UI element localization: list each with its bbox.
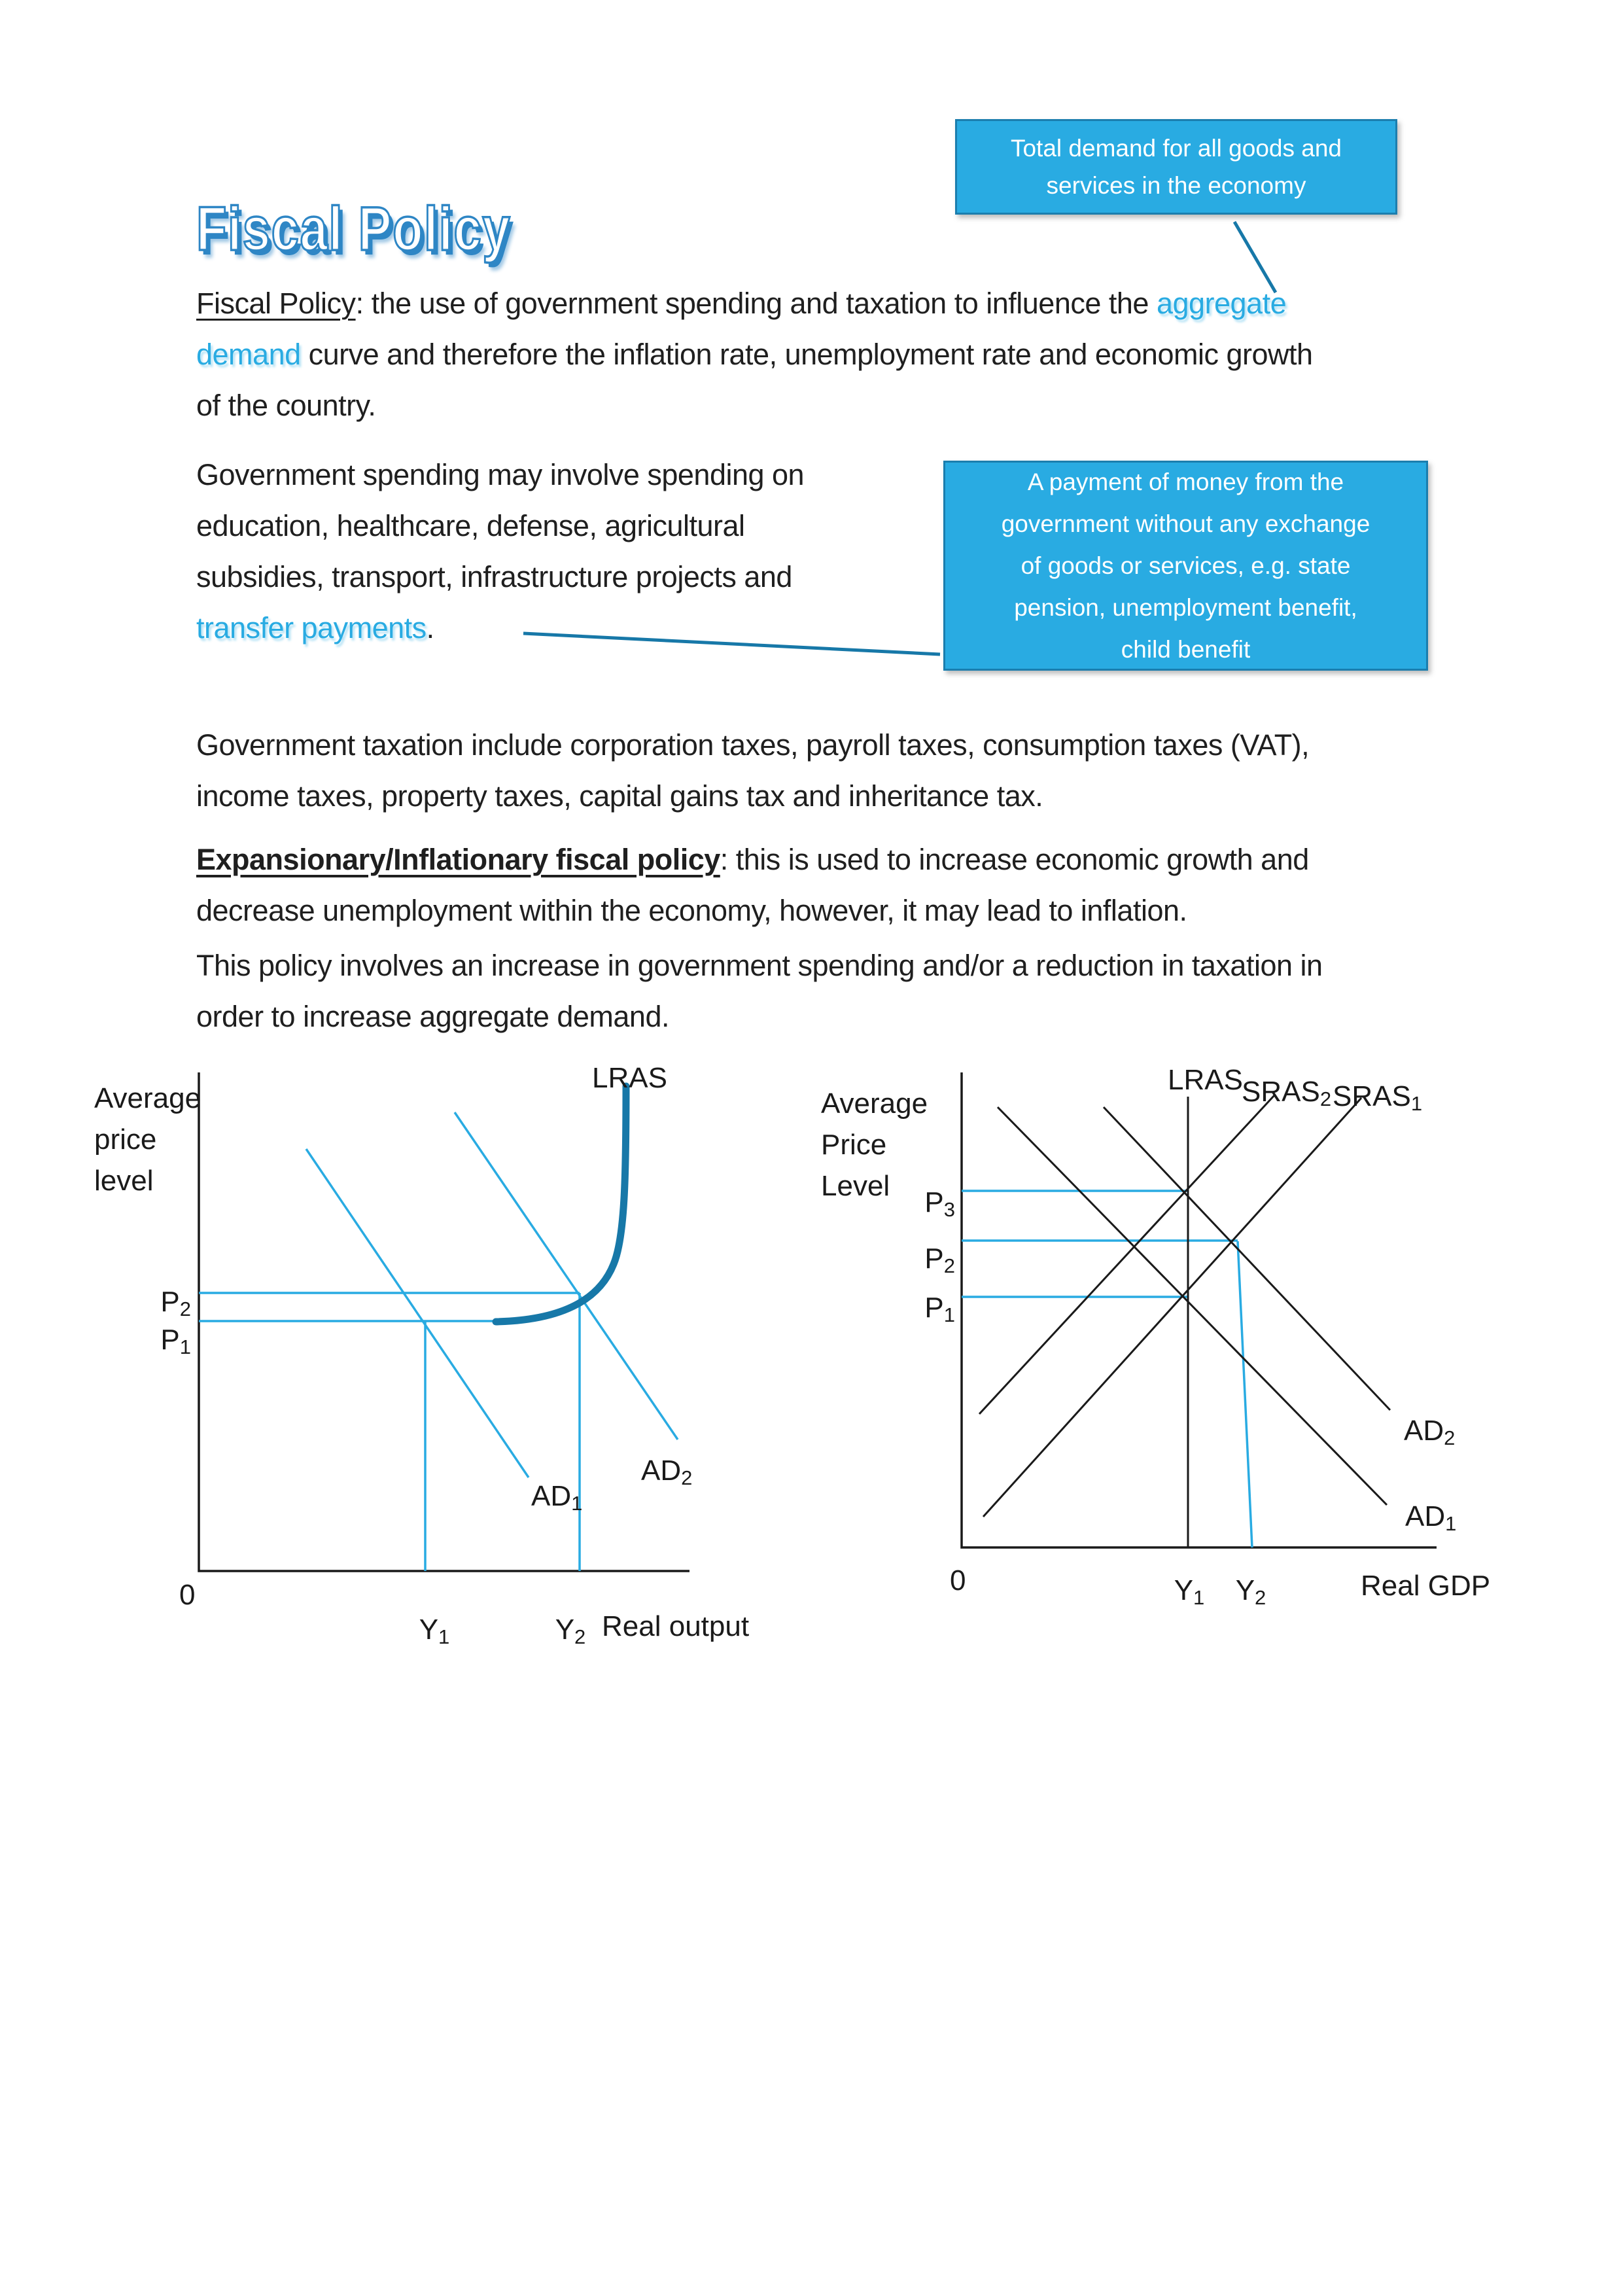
left-ad1-curve [306,1149,529,1477]
leader-line-transfer-payments [523,633,940,654]
diagram-left-lras-ad-shift [94,1062,749,1648]
right-lras-label: LRAS [1168,1064,1243,1096]
term-expansionary-fiscal-policy: Expansionary/Inflationary fiscal policy [196,843,720,876]
callout-text-line: government without any exchange [1001,510,1370,537]
callout-text-line: Total demand for all goods and [1010,135,1342,162]
page-title: Fiscal Policy [196,194,512,264]
right-x-axis-label: Real GDP [1361,1570,1491,1602]
left-p2-label: P2 [160,1286,191,1320]
right-y1-label: Y1 [1174,1574,1205,1609]
left-y1-label: Y1 [419,1614,450,1648]
keyword-transfer-payments: transfer payments [196,611,427,645]
text-line: Fiscal Policy: the use of government spending and taxation to influence the aggregate [196,287,1287,320]
callout-text-line: child benefit [1121,635,1251,663]
right-sras1-curve [983,1098,1361,1517]
right-p3-label: P3 [924,1186,955,1221]
text-line: decrease unemployment within the economy, however, it may lead to inflation. [196,894,1187,927]
left-ad2-label: AD2 [641,1455,693,1489]
text-line: Expansionary/Inflationary fiscal policy: this is used to increase economic growth and [196,843,1309,876]
right-p1-label: P1 [924,1292,955,1326]
text-line: income taxes, property taxes, capital gains tax and inheritance tax. [196,779,1043,813]
right-p2-label: P2 [924,1243,955,1277]
left-y2-label: Y2 [555,1614,586,1648]
text-line: This policy involves an increase in government spending and/or a reduction in taxation in [196,949,1323,982]
keyword-aggregate: aggregate [1156,287,1287,320]
left-lras-label: LRAS [592,1062,667,1094]
right-sras2-label: SRAS2 [1242,1076,1332,1110]
text-line: Government spending may involve spending on [196,458,805,491]
callout-text-line: services in the economy [1046,172,1306,199]
callout-text-line: of goods or services, e.g. state [1021,552,1351,579]
left-ad2-curve [455,1112,678,1439]
keyword-demand: demand [196,338,301,371]
right-ad1-curve [998,1107,1387,1505]
right-y2-guide-line [1238,1241,1252,1547]
left-ad1-label: AD1 [531,1480,583,1515]
right-y-axis-label-line1: Average [821,1087,928,1120]
text-line: education, healthcare, defense, agricultural [196,509,745,542]
text-line: Government taxation include corporation taxes, payroll taxes, consumption taxes (VAT), [196,728,1310,762]
callout-text-line: A payment of money from the [1027,468,1344,495]
right-y-axis-label-line3: Level [821,1170,890,1202]
right-ad1-label: AD1 [1405,1500,1457,1535]
text-line: subsidies, transport, infrastructure projects and [196,560,792,593]
callout-text-line: pension, unemployment benefit, [1014,593,1357,621]
right-sras1-label: SRAS1 [1333,1080,1423,1115]
leader-line-aggregate-demand [1234,222,1276,292]
left-y-axis-label-line1: Average [94,1082,201,1114]
text-line: transfer payments. [196,611,434,645]
diagram-right-sras-ad-shift [821,1064,1490,1609]
left-p1-label: P1 [160,1324,191,1358]
term-fiscal-policy: Fiscal Policy [196,287,356,320]
left-y-axis-label-line3: level [94,1165,154,1197]
left-origin-label: 0 [179,1579,196,1611]
text-line: order to increase aggregate demand. [196,1000,669,1033]
right-sras2-curve [979,1095,1274,1414]
left-y-axis-label-line2: price [94,1123,157,1156]
left-x-axis-label: Real output [602,1610,750,1642]
right-origin-label: 0 [950,1564,966,1597]
right-y-axis-label-line2: Price [821,1129,887,1161]
text-line: of the country. [196,389,376,422]
left-lras-curve [496,1086,626,1322]
text-line: demand curve and therefore the inflation rate, unemployment rate and economic growth [196,338,1313,371]
right-ad2-label: AD2 [1404,1415,1456,1449]
right-y2-label: Y2 [1235,1574,1266,1609]
